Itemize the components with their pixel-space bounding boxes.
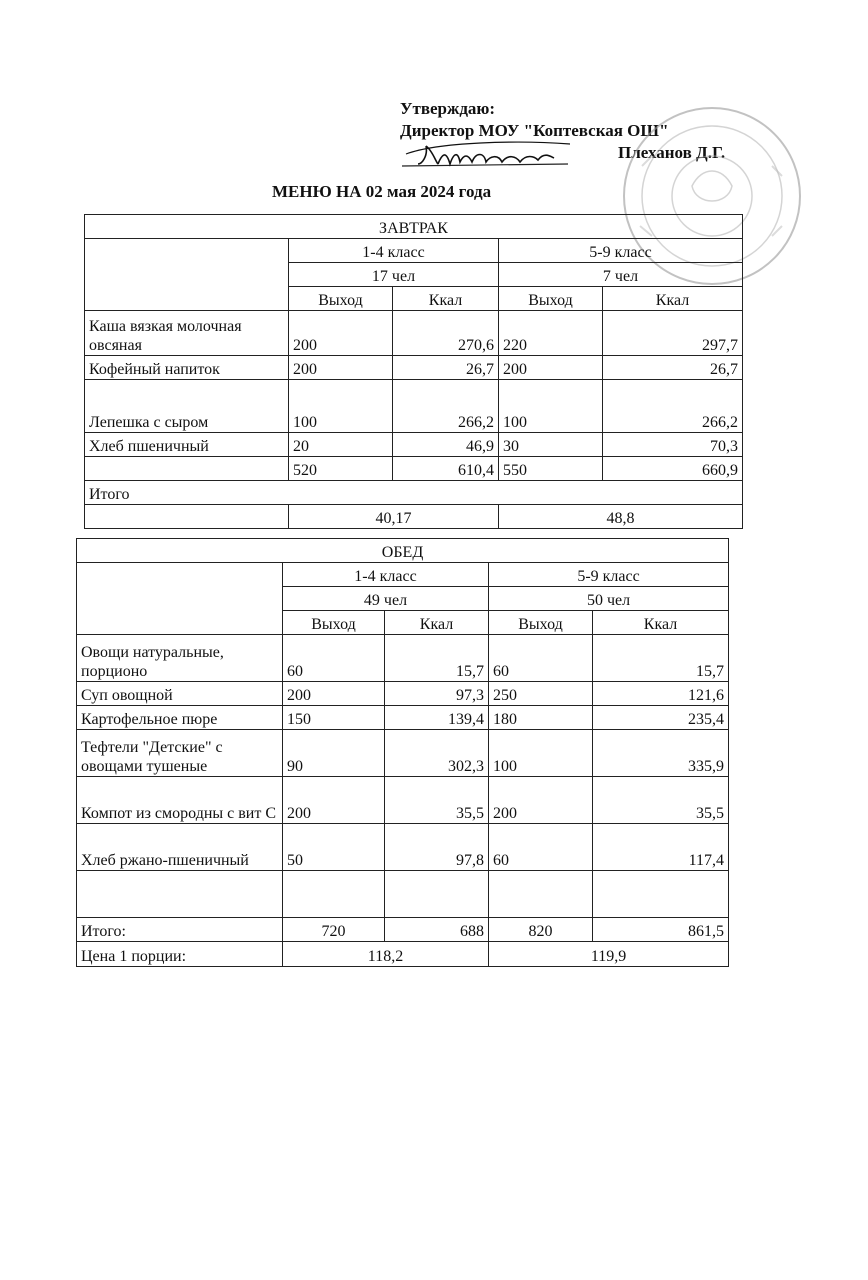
- page-title: МЕНЮ НА 02 мая 2024 года: [272, 182, 492, 201]
- lunch-people-b: 50 чел: [489, 587, 729, 611]
- breakfast-class-b: 5-9 класс: [499, 239, 743, 263]
- table-row: [77, 635, 729, 682]
- signature-icon: [398, 134, 578, 178]
- lunch-people-a: 49 чел: [283, 587, 489, 611]
- lunch-price-b: 119,9: [489, 942, 729, 967]
- a-out: 520: [289, 457, 393, 481]
- table-row: [85, 311, 743, 356]
- lunch-table: [76, 538, 729, 967]
- b-kcal: 660,9: [603, 457, 743, 481]
- empty-cell: [283, 871, 385, 918]
- b-kcal: 15,7: [593, 635, 729, 682]
- dish-name: Хлеб пшеничный: [85, 433, 289, 457]
- dish-name: Тефтели "Детские" с овощами тушеные: [77, 730, 283, 777]
- lunch-price-label: Цена 1 порции:: [77, 942, 283, 967]
- col-out-b: Выход: [489, 611, 593, 635]
- total-b-kcal: 861,5: [593, 918, 729, 942]
- approval-line-1: Утверждаю:: [400, 99, 496, 118]
- table-row: [77, 777, 729, 824]
- approval-line-2: Директор МОУ "Коптевская ОШ": [400, 121, 669, 140]
- b-out: 250: [489, 682, 593, 706]
- b-out: 200: [499, 356, 603, 380]
- b-kcal: 235,4: [593, 706, 729, 730]
- b-out: 60: [489, 824, 593, 871]
- table-row: [77, 682, 729, 706]
- empty-cell: [385, 871, 489, 918]
- b-out: 100: [489, 730, 593, 777]
- b-out: 180: [489, 706, 593, 730]
- a-out: 150: [283, 706, 385, 730]
- breakfast-people-a: 17 чел: [289, 263, 499, 287]
- lunch-total-label: Итого:: [77, 918, 283, 942]
- lunch-price-row: [77, 942, 729, 967]
- dish-name: Овощи натуральные, порционо: [77, 635, 283, 682]
- a-out: 90: [283, 730, 385, 777]
- dish-name: Суп овощной: [77, 682, 283, 706]
- b-out: 60: [489, 635, 593, 682]
- table-row: [85, 457, 743, 481]
- b-out: 550: [499, 457, 603, 481]
- a-out: 200: [283, 777, 385, 824]
- empty-cell: [77, 871, 283, 918]
- approval-line-3: Плеханов Д.Г.: [618, 143, 726, 162]
- col-kcal-a: Ккал: [385, 611, 489, 635]
- a-kcal: 97,8: [385, 824, 489, 871]
- a-kcal: 610,4: [393, 457, 499, 481]
- table-row: [85, 380, 743, 433]
- a-kcal: 266,2: [393, 380, 499, 433]
- b-kcal: 35,5: [593, 777, 729, 824]
- col-kcal-a: Ккал: [393, 287, 499, 311]
- table-row: [77, 824, 729, 871]
- breakfast-header: ЗАВТРАК: [85, 215, 743, 239]
- b-kcal: 297,7: [603, 311, 743, 356]
- dish-name: Компот из смородны с вит С: [77, 777, 283, 824]
- a-kcal: 26,7: [393, 356, 499, 380]
- breakfast-class-a: 1-4 класс: [289, 239, 499, 263]
- table-row: [77, 730, 729, 777]
- col-kcal-b: Ккал: [603, 287, 743, 311]
- table-row: [77, 706, 729, 730]
- b-kcal: 266,2: [603, 380, 743, 433]
- a-out: 100: [289, 380, 393, 433]
- breakfast-price-b: 48,8: [499, 505, 743, 529]
- breakfast-price-empty: [85, 505, 289, 529]
- a-kcal: 15,7: [385, 635, 489, 682]
- b-out: 30: [499, 433, 603, 457]
- total-a-out: 720: [283, 918, 385, 942]
- b-out: 200: [489, 777, 593, 824]
- table-row: [85, 433, 743, 457]
- b-out: 100: [499, 380, 603, 433]
- breakfast-price-a: 40,17: [289, 505, 499, 529]
- empty-cell: [593, 871, 729, 918]
- breakfast-empty-cell: [85, 239, 289, 311]
- dish-name: Каша вязкая молочная овсяная: [85, 311, 289, 356]
- total-b-out: 820: [489, 918, 593, 942]
- total-a-kcal: 688: [385, 918, 489, 942]
- a-out: 50: [283, 824, 385, 871]
- dish-name: Хлеб ржано-пшеничный: [77, 824, 283, 871]
- b-kcal: 335,9: [593, 730, 729, 777]
- b-kcal: 117,4: [593, 824, 729, 871]
- a-kcal: 35,5: [385, 777, 489, 824]
- breakfast-total-label: Итого: [85, 481, 743, 505]
- lunch-empty-cell: [77, 563, 283, 635]
- table-row: [85, 356, 743, 380]
- col-out-b: Выход: [499, 287, 603, 311]
- a-out: 200: [283, 682, 385, 706]
- b-kcal: 70,3: [603, 433, 743, 457]
- breakfast-table: [84, 214, 743, 529]
- a-kcal: 97,3: [385, 682, 489, 706]
- col-out-a: Выход: [289, 287, 393, 311]
- b-out: 220: [499, 311, 603, 356]
- a-kcal: 302,3: [385, 730, 489, 777]
- lunch-total-row: [77, 918, 729, 942]
- lunch-class-a: 1-4 класс: [283, 563, 489, 587]
- a-out: 200: [289, 356, 393, 380]
- lunch-price-a: 118,2: [283, 942, 489, 967]
- dish-name: Картофельное пюре: [77, 706, 283, 730]
- b-kcal: 26,7: [603, 356, 743, 380]
- empty-cell: [489, 871, 593, 918]
- col-kcal-b: Ккал: [593, 611, 729, 635]
- dish-name: [85, 457, 289, 481]
- b-kcal: 121,6: [593, 682, 729, 706]
- dish-name: Кофейный напиток: [85, 356, 289, 380]
- a-kcal: 270,6: [393, 311, 499, 356]
- breakfast-people-b: 7 чел: [499, 263, 743, 287]
- lunch-class-b: 5-9 класс: [489, 563, 729, 587]
- col-out-a: Выход: [283, 611, 385, 635]
- dish-name: Лепешка с сыром: [85, 380, 289, 433]
- a-out: 200: [289, 311, 393, 356]
- a-out: 60: [283, 635, 385, 682]
- lunch-header: ОБЕД: [77, 539, 729, 563]
- table-row-empty: [77, 871, 729, 918]
- a-out: 20: [289, 433, 393, 457]
- a-kcal: 139,4: [385, 706, 489, 730]
- a-kcal: 46,9: [393, 433, 499, 457]
